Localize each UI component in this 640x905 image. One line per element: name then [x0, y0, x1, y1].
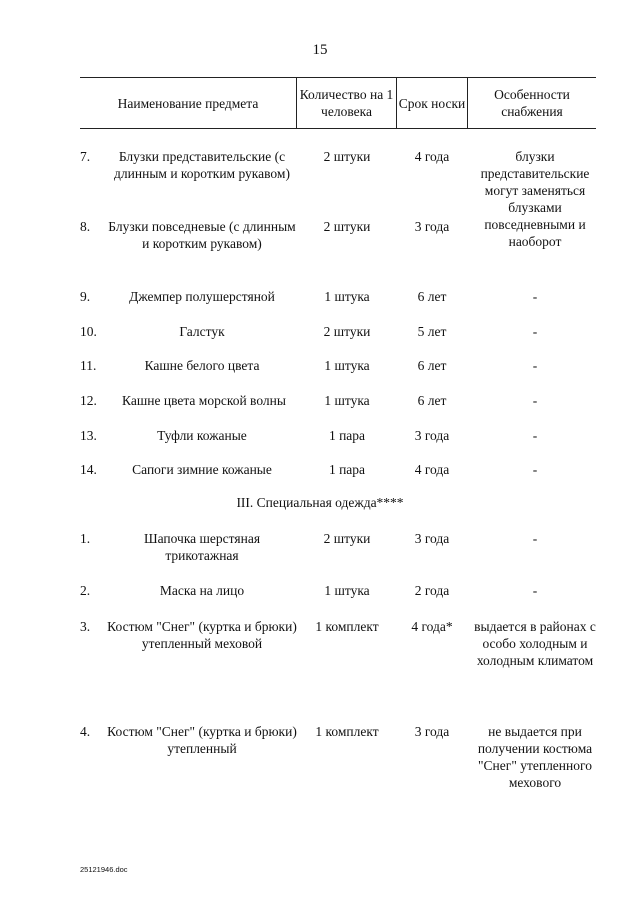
item-name: Галстук — [179, 324, 225, 339]
row-number: 12. — [80, 393, 97, 408]
item-note: - — [532, 462, 538, 477]
item-quantity: 1 штука — [324, 393, 370, 408]
item-quantity: 1 штука — [324, 358, 370, 373]
file-name-footer: 25121946.doc — [80, 865, 128, 874]
item-term: 3 года — [414, 724, 450, 739]
row-number: 10. — [80, 324, 97, 339]
item-quantity: 1 комплект — [315, 619, 379, 634]
item-name: Костюм "Снег" (куртка и брюки) утепленный меховой — [107, 619, 297, 651]
item-name: Маска на лицо — [159, 583, 245, 598]
item-quantity: 2 штуки — [323, 219, 371, 234]
item-note: блузки представительские могут заменяться блузками повседневными и наоборот — [480, 149, 590, 249]
row-number: 13. — [80, 428, 97, 443]
item-name: Сапоги зимние кожаные — [132, 462, 272, 477]
row-number: 11. — [80, 358, 97, 373]
item-quantity: 1 пара — [328, 428, 366, 443]
item-name: Блузки повседневые (с длинным и коротким рукавом) — [108, 219, 296, 251]
item-quantity: 2 штуки — [323, 324, 371, 339]
item-term: 6 лет — [417, 289, 447, 304]
item-note: - — [532, 358, 538, 373]
item-note: - — [532, 289, 538, 304]
header-notes: Особенности снабжения — [494, 87, 570, 119]
item-quantity: 1 комплект — [315, 724, 379, 739]
item-note: - — [532, 393, 538, 408]
item-term: 4 года — [414, 149, 450, 164]
row-number: 7. — [80, 149, 91, 164]
item-note: - — [532, 324, 538, 339]
item-note: - — [532, 583, 538, 598]
row-number: 9. — [80, 289, 91, 304]
item-term: 6 лет — [417, 358, 447, 373]
item-note: выдается в районах с особо холодным и холодным климатом — [474, 619, 596, 668]
item-term: 6 лет — [417, 393, 447, 408]
item-note: - — [532, 531, 538, 546]
item-term: 3 года — [414, 428, 450, 443]
item-note: не выдается при получении костюма "Снег" утепленного мехового — [477, 724, 593, 790]
item-term: 3 года — [414, 219, 450, 234]
item-quantity: 2 штуки — [323, 149, 371, 164]
item-term: 2 года — [414, 583, 450, 598]
row-number: 2. — [80, 583, 91, 598]
item-term: 4 года* — [411, 619, 453, 634]
header-qty: Количество на 1 человека — [299, 87, 394, 119]
item-name: Костюм "Снег" (куртка и брюки) утепленный — [107, 724, 297, 756]
item-name: Блузки представительские (с длинным и коротким рукавом) — [114, 149, 290, 181]
item-term: 4 года — [414, 462, 450, 477]
row-number: 3. — [80, 619, 91, 634]
header-term: Срок носки — [398, 95, 466, 111]
item-quantity: 1 штука — [324, 583, 370, 598]
section-title: III. Специальная одежда**** — [236, 495, 404, 510]
item-quantity: 1 штука — [324, 289, 370, 304]
row-number: 1. — [80, 531, 91, 546]
item-quantity: 2 штуки — [323, 531, 371, 546]
item-note: - — [532, 428, 538, 443]
item-name: Туфли кожаные — [157, 428, 247, 443]
item-name: Кашне цвета морской волны — [122, 393, 286, 408]
item-name: Кашне белого цвета — [144, 358, 260, 373]
row-number: 8. — [80, 219, 91, 234]
item-quantity: 1 пара — [328, 462, 366, 477]
item-name: Джемпер полушерстяной — [129, 289, 275, 304]
row-number: 4. — [80, 724, 91, 739]
item-name: Шапочка шерстяная трикотажная — [143, 531, 261, 563]
header-name: Наименование предмета — [117, 95, 259, 111]
row-number: 14. — [80, 462, 97, 477]
page-number: 15 — [312, 42, 328, 58]
item-term: 5 лет — [417, 324, 447, 339]
item-term: 3 года — [414, 531, 450, 546]
